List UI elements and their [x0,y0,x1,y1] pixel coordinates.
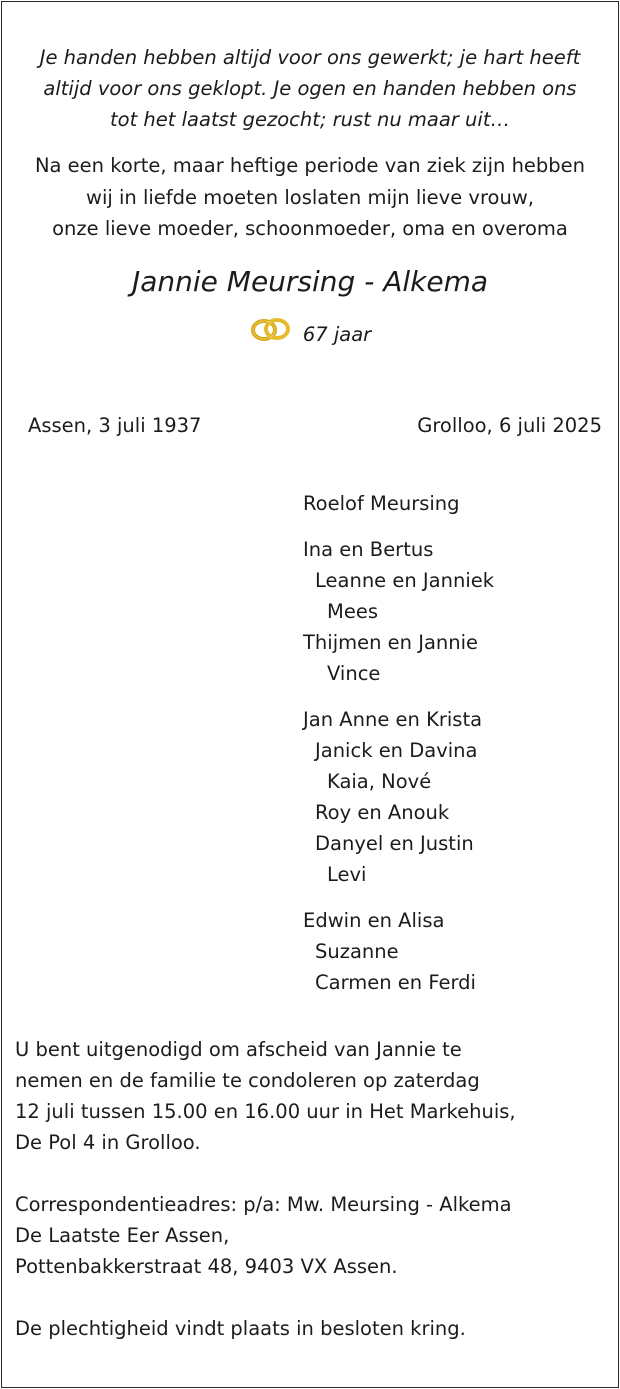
family-member: Ina en Bertus [303,538,434,561]
birth-place-date: Assen, 3 juli 1937 [28,414,202,437]
correspondence-line: Pottenbakkerstraat 48, 9403 VX Assen. [15,1255,398,1278]
invitation-line: De Pol 4 in Grolloo. [15,1131,201,1154]
family-member: Vince [327,662,381,685]
age: 67 jaar [302,323,372,346]
correspondence-paragraph [15,1189,605,1282]
death-notice [1,1,619,1388]
family-member: Roelof Meursing [303,492,460,515]
family-group [303,534,494,689]
family-member: Janick en Davina [315,739,478,762]
family-list [303,488,494,1013]
death-place-date: Grolloo, 6 juli 2025 [417,414,602,437]
family-member: Danyel en Justin [315,832,474,855]
family-member: Edwin en Alisa [303,909,445,932]
family-group [303,905,494,998]
family-member: Levi [327,863,367,886]
family-member: Mees [327,600,378,623]
family-member: Suzanne [315,940,399,963]
wedding-rings-icon [249,316,293,351]
invitation-line: nemen en de familie te condoleren op zaterdag [15,1069,480,1092]
poem-line: tot het laatst gezocht; rust nu maar uit… [110,108,510,131]
invitation-line: U bent uitgenodigd om afscheid van Jannie te [15,1038,462,1061]
closing-text [15,1034,605,1375]
family-member: Jan Anne en Krista [303,708,483,731]
correspondence-line: De Laatste Eer Assen, [15,1224,230,1247]
family-member: Kaia, Nové [327,770,432,793]
poem [2,42,618,135]
family-member: Thijmen en Jannie [303,631,479,654]
family-member: Leanne en Janniek [315,569,495,592]
announcement-line: onze lieve moeder, schoonmoeder, oma en overoma [52,217,568,240]
poem-line: altijd voor ons geklopt. Je ogen en handen hebben ons [43,77,577,100]
family-member: Carmen en Ferdi [315,971,476,994]
ceremony-line: De plechtigheid vindt plaats in besloten kring. [15,1317,466,1340]
deceased-name: Jannie Meursing - Alkema [131,265,489,298]
invitation-line: 12 juli tussen 15.00 en 16.00 uur in Het Markehuis, [15,1100,516,1123]
ceremony-paragraph [15,1313,605,1344]
correspondence-line: Correspondentieadres: p/a: Mw. Meursing - Alkema [15,1193,512,1216]
announcement-line: Na een korte, maar heftige periode van ziek zijn hebben [34,154,586,177]
announcement-line: wij in liefde moeten loslaten mijn lieve vrouw, [86,185,534,209]
poem-line: Je handen hebben altijd voor ons gewerkt; je hart heeft [39,46,581,69]
invitation-paragraph [15,1034,605,1158]
announcement-text [2,150,618,245]
family-group [303,704,494,890]
family-group-spouse [303,488,494,519]
age-row [2,318,618,353]
family-member: Roy en Anouk [315,801,450,824]
